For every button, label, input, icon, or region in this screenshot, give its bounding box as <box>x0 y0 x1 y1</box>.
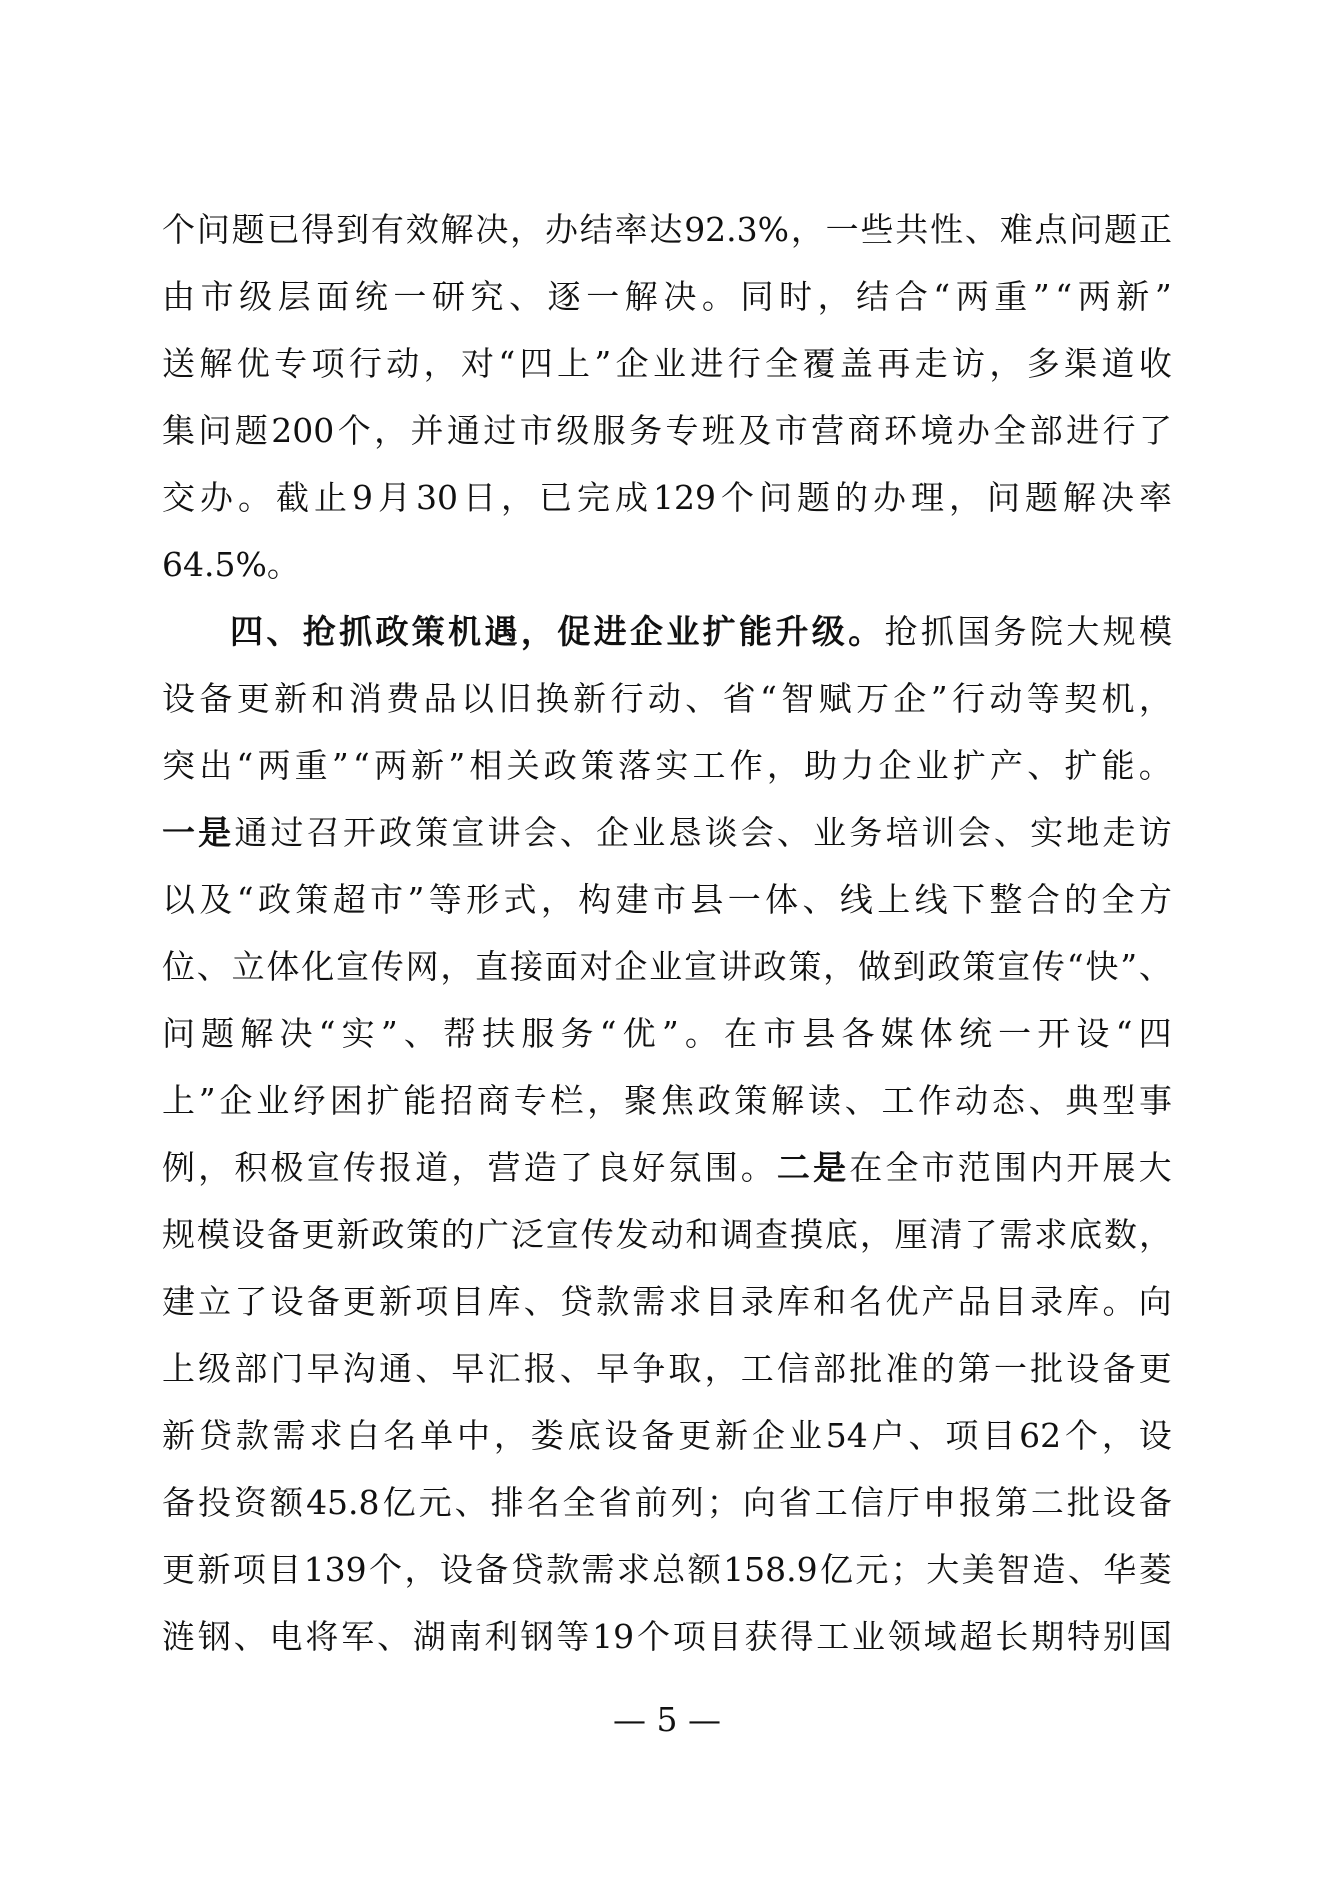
text-line: 例 ， 积 极 宣 传 报 道 ， 营 造 了 良 好 氛 围 。 二 是 在 全 市 范 围 内 开 展 大 <box>162 1148 1172 1187</box>
text-line: 交 办 。 截 止 9 月 30 日 ， 已 完 成 129 个 问 题 的 办 理 ， 问 题 解 决 率 <box>162 478 1172 517</box>
text-line: 突 出 “ 两 重 ” “ 两 新 ” 相 关 政 策 落 实 工 作 ， 助 力 企 业 扩 产 、 扩 能 。 <box>162 746 1172 785</box>
text-line: 备 投 资 额 45.8 亿 元 、 排 名 全 省 前 列 ； 向 省 工 信 厅 申 报 第 二 批 设 备 <box>162 1483 1172 1522</box>
text-line: 设 备 更 新 和 消 费 品 以 旧 换 新 行 动 、 省 “ 智 赋 万 企 ” 行 动 等 契 机 ， <box>162 679 1172 718</box>
text-line: 个 问 题 已 得 到 有 效 解 决 ， 办 结 率 达 92.3% ， 一 些 共 性 、 难 点 问 题 正 <box>162 210 1172 249</box>
text-line: 建 立 了 设 备 更 新 项 目 库 、 贷 款 需 求 目 录 库 和 名 优 产 品 目 录 库 。 向 <box>162 1282 1172 1321</box>
text-line: 64.5% 。 <box>162 545 300 584</box>
text-line: 新 贷 款 需 求 白 名 单 中 ， 娄 底 设 备 更 新 企 业 54 户 、 项 目 62 个 ， 设 <box>162 1416 1172 1455</box>
page-number: — 5 — <box>613 1700 721 1739</box>
text-line: 位 、 立 体 化 宣 传 网 ， 直 接 面 对 企 业 宣 讲 政 策 ， 做 到 政 策 宣 传 “ 快 ” 、 <box>162 947 1172 986</box>
document-body <box>162 196 1172 1670</box>
text-line: 四 、 抢 抓 政 策 机 遇 ， 促 进 企 业 扩 能 升 级 。 抢 抓 国 务 院 大 规 模 <box>230 612 1172 651</box>
text-line: 上 级 部 门 早 沟 通 、 早 汇 报 、 早 争 取 ， 工 信 部 批 准 的 第 一 批 设 备 更 <box>162 1349 1172 1388</box>
text-line: 问 题 解 决 “ 实 ” 、 帮 扶 服 务 “ 优 ” 。 在 市 县 各 媒 体 统 一 开 设 “ 四 <box>162 1014 1172 1053</box>
text-line: 送 解 优 专 项 行 动 ， 对 “ 四 上 ” 企 业 进 行 全 覆 盖 再 走 访 ， 多 渠 道 收 <box>162 344 1172 383</box>
text-line: 更 新 项 目 139 个 ， 设 备 贷 款 需 求 总 额 158.9 亿 元 ； 大 美 智 造 、 华 菱 <box>162 1550 1172 1589</box>
text-line: 由 市 级 层 面 统 一 研 究 、 逐 一 解 决 。 同 时 ， 结 合 “ 两 重 ” “ 两 新 ” <box>162 277 1172 316</box>
text-line: 一 是 通 过 召 开 政 策 宣 讲 会 、 企 业 恳 谈 会 、 业 务 培 训 会 、 实 地 走 访 <box>162 813 1172 852</box>
text-line: 上 ” 企 业 纾 困 扩 能 招 商 专 栏 ， 聚 焦 政 策 解 读 、 工 作 动 态 、 典 型 事 <box>162 1081 1172 1120</box>
text-line: 涟 钢 、 电 将 军 、 湖 南 利 钢 等 19 个 项 目 获 得 工 业 领 域 超 长 期 特 别 国 <box>162 1617 1172 1656</box>
text-line: 以 及 “ 政 策 超 市 ” 等 形 式 ， 构 建 市 县 一 体 、 线 上 线 下 整 合 的 全 方 <box>162 880 1172 919</box>
text-line: 规 模 设 备 更 新 政 策 的 广 泛 宣 传 发 动 和 调 查 摸 底 ， 厘 清 了 需 求 底 数 ， <box>162 1215 1172 1254</box>
text-line: 集 问 题 200 个 ， 并 通 过 市 级 服 务 专 班 及 市 营 商 环 境 办 全 部 进 行 了 <box>162 411 1172 450</box>
